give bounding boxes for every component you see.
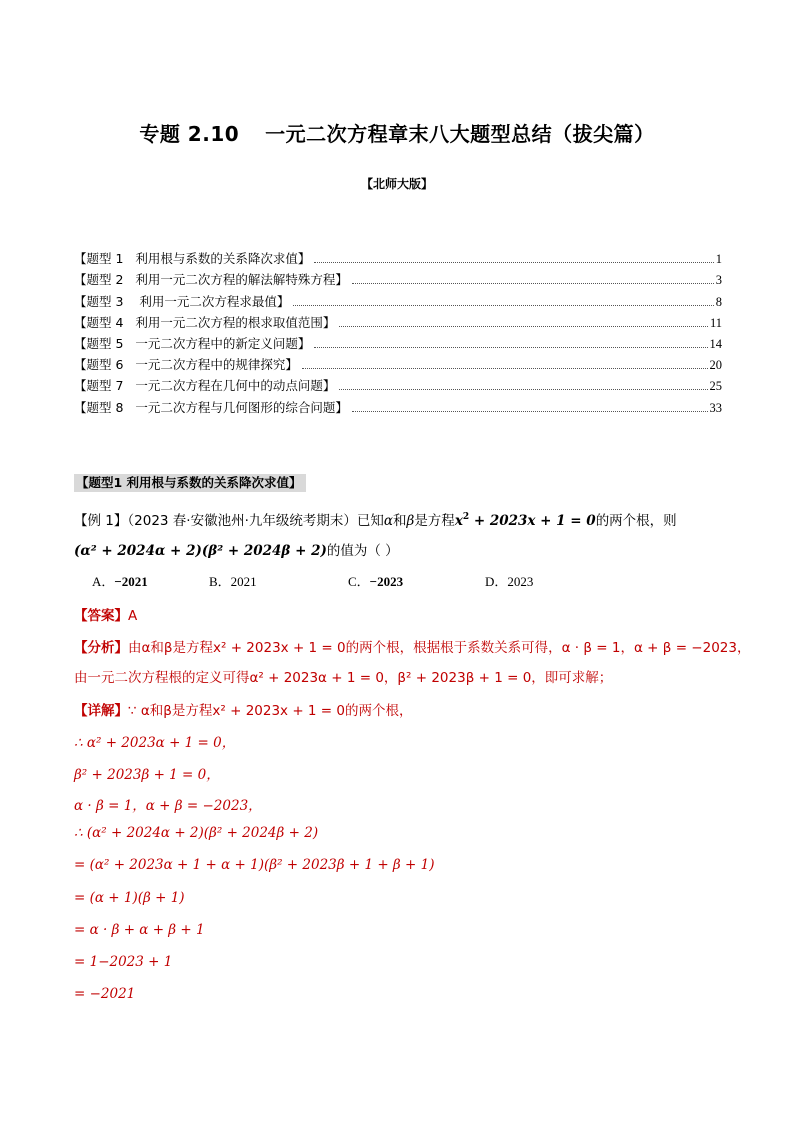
option-value: −2023 xyxy=(369,574,404,589)
title-text: 一元二次方程章末八大题型总结（拔尖篇） xyxy=(265,122,655,146)
toc-label: 【题型 2 利用一元二次方程的解法解特殊方程】 xyxy=(74,272,348,288)
toc-label: 【题型 4 利用一元二次方程的根求取值范围】 xyxy=(74,314,336,330)
toc-item[interactable] xyxy=(74,373,722,394)
toc-label: 【题型 7 一元二次方程在几何中的动点问题】 xyxy=(74,378,336,394)
detail-step: α · β = 1，α + β = −2023， xyxy=(74,798,262,814)
option-label: B． xyxy=(209,574,231,589)
toc-label: 【题型 3 利用一元二次方程求最值】 xyxy=(74,293,290,309)
eq-rest: + 2023x + 1 = 0 xyxy=(469,513,596,529)
page-title xyxy=(0,118,794,147)
toc-page: 20 xyxy=(709,358,722,373)
answer-line xyxy=(74,604,137,624)
detail-tag: 【详解】 xyxy=(74,703,128,719)
toc-item[interactable] xyxy=(74,394,722,415)
toc-leader xyxy=(302,367,708,369)
detail-step: = (α + 1)(β + 1) xyxy=(74,890,185,906)
detail-step: ∴ (α² + 2024α + 2)(β² + 2024β + 2) xyxy=(74,825,319,841)
option-label: C． xyxy=(348,574,370,589)
option-a[interactable] xyxy=(92,571,148,590)
option-label: D． xyxy=(485,574,508,589)
toc-leader xyxy=(339,325,708,327)
toc-label: 【题型 6 一元二次方程中的规律探究】 xyxy=(74,357,298,373)
question-text: 和 xyxy=(393,513,407,529)
math-alpha: α xyxy=(383,513,393,529)
question-text: 是方程 xyxy=(414,513,455,529)
edition-label: 【北师大版】 xyxy=(360,177,433,191)
option-label: A． xyxy=(92,574,115,589)
detail-step: = α · β + α + β + 1 xyxy=(74,922,205,938)
question-text: 的两个根，则 xyxy=(595,513,677,529)
toc-label: 【题型 5 一元二次方程中的新定义问题】 xyxy=(74,335,311,351)
toc-item[interactable] xyxy=(74,267,722,288)
toc-leader xyxy=(352,282,714,284)
toc-page: 1 xyxy=(715,252,722,267)
toc-item[interactable] xyxy=(74,352,722,373)
toc-page: 8 xyxy=(715,294,722,309)
answer-value: A xyxy=(128,608,138,624)
toc-item[interactable] xyxy=(74,288,722,309)
question-text: 已知 xyxy=(356,513,384,529)
toc-item[interactable] xyxy=(74,331,722,352)
example-question-line-1 xyxy=(74,509,677,529)
equation: $x^2 + 2023x + 1 = 0$ xyxy=(454,512,596,529)
detail-step: β² + 2023β + 1 = 0， xyxy=(74,767,220,783)
toc-label: 【题型 8 一元二次方程与几何图形的综合问题】 xyxy=(74,399,348,415)
detail-text: ∵ α和β是方程x² + 2023x + 1 = 0的两个根， xyxy=(128,703,413,719)
toc-page: 3 xyxy=(715,273,722,288)
toc-page: 25 xyxy=(709,379,722,394)
toc-leader xyxy=(293,304,713,306)
example-tag: 【例 1】 xyxy=(74,513,128,529)
section-heading: 【题型1 利用根与系数的关系降次求值】 xyxy=(74,474,306,492)
detail-step: ∴ α² + 2023α + 1 = 0， xyxy=(74,735,236,751)
table-of-contents xyxy=(74,246,722,416)
toc-leader xyxy=(352,410,708,412)
analysis-text: 由α和β是方程x² + 2023x + 1 = 0的两个根，根据根于系数关系可得，α · β = 1，α + β = −2023， xyxy=(128,640,751,656)
answer-tag: 【答案】 xyxy=(74,608,128,624)
toc-page: 33 xyxy=(709,400,722,415)
toc-label: 【题型 1 利用根与系数的关系降次求值】 xyxy=(74,251,311,267)
option-c[interactable] xyxy=(348,571,403,590)
example-question-line-2 xyxy=(74,539,399,559)
toc-item[interactable] xyxy=(74,246,722,267)
analysis-line-2: 由一元二次方程根的定义可得α² + 2023α + 1 = 0，β² + 2023β + 1 = 0，即可求解； xyxy=(74,670,613,686)
option-value: −2021 xyxy=(114,574,148,589)
toc-item[interactable] xyxy=(74,310,722,331)
math-beta: β xyxy=(406,513,415,529)
analysis-tag: 【分析】 xyxy=(74,640,128,656)
option-value: 2021 xyxy=(230,574,257,589)
expression: (α² + 2024α + 2)(β² + 2024β + 2) xyxy=(74,543,327,559)
title-number: 专题 2.10 xyxy=(139,122,240,146)
detail-step: = (α² + 2023α + 1 + α + 1)(β² + 2023β + 1 + β + 1) xyxy=(74,857,435,873)
toc-leader xyxy=(339,388,707,390)
detail-step: = −2021 xyxy=(74,986,136,1002)
detail-step: = 1−2023 + 1 xyxy=(74,954,173,970)
option-value: 2023 xyxy=(507,574,534,589)
eq-var: x xyxy=(454,513,463,529)
detail-line-1 xyxy=(74,699,413,719)
option-b[interactable] xyxy=(209,571,257,590)
toc-page: 11 xyxy=(709,315,722,330)
toc-leader xyxy=(314,346,707,348)
toc-leader xyxy=(314,261,713,263)
analysis-line-1 xyxy=(74,636,750,656)
toc-page: 14 xyxy=(709,336,722,351)
question-text: 的值为（ ） xyxy=(326,543,399,559)
option-d[interactable] xyxy=(485,571,533,590)
example-source: （2023 春·安徽池州·九年级统考期末） xyxy=(127,513,357,529)
